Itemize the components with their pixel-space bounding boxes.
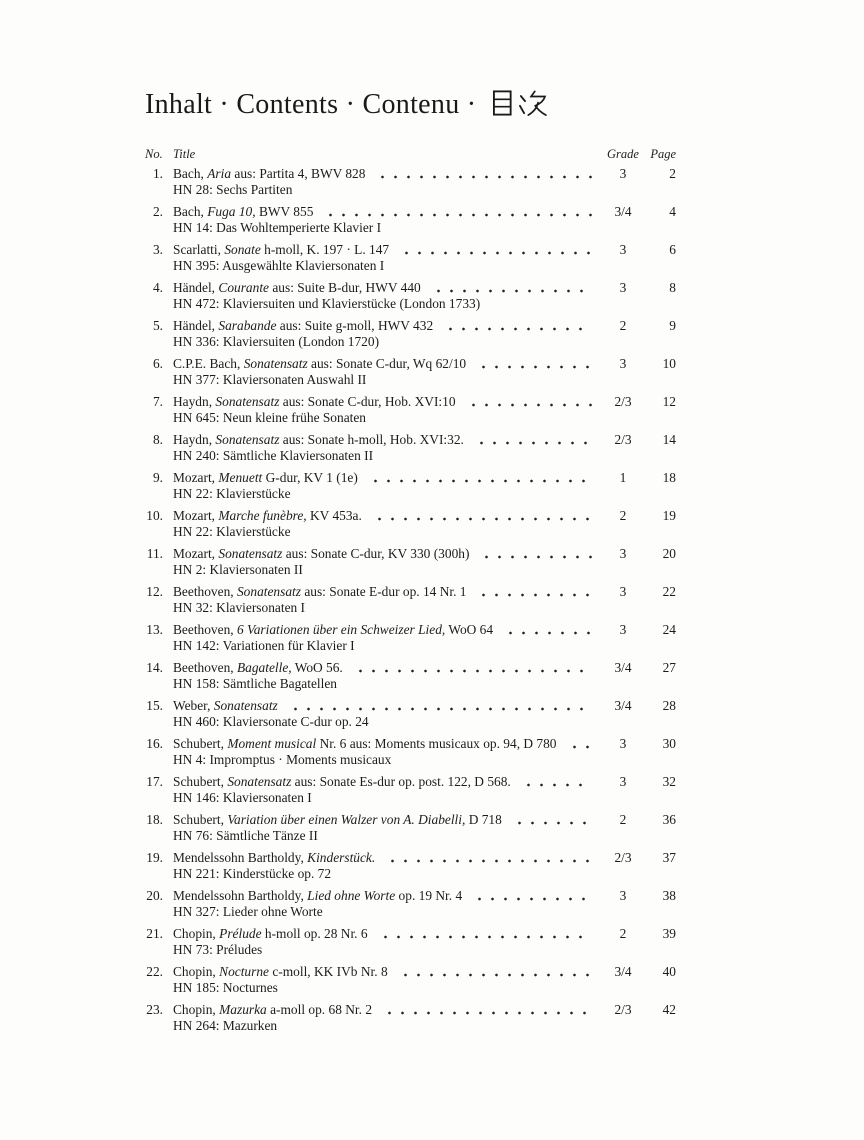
entry-title-rest: WoO 56. xyxy=(294,660,343,675)
grade-value: 3 xyxy=(619,166,627,181)
entry-title xyxy=(163,242,389,258)
toc-entry xyxy=(145,926,676,958)
page-number: 32 xyxy=(662,774,676,789)
entry-collection-line: HN 28: Sechs Partiten xyxy=(173,182,293,197)
toc-entry xyxy=(145,774,676,806)
dot-leader xyxy=(396,251,592,255)
dot-leader xyxy=(369,517,592,521)
grade-value: 2 xyxy=(619,318,627,333)
entry-composer: Chopin, xyxy=(173,926,216,941)
entry-title-rest: G-dur, KV 1 (1e) xyxy=(265,470,358,485)
entry-collection-line: HN 645: Neun kleine frühe Sonaten xyxy=(173,410,367,425)
entry-composer: Scarlatti, xyxy=(173,242,221,257)
entry-main-line xyxy=(145,698,676,714)
entry-composer: Weber, xyxy=(173,698,211,713)
entry-number: 4. xyxy=(152,280,163,295)
entry-main-line xyxy=(145,926,676,942)
entry-composer: Mendelssohn Bartholdy, xyxy=(173,850,304,865)
page-number: 20 xyxy=(662,546,676,561)
entry-collection-line: HN 14: Das Wohltemperierte Klavier I xyxy=(173,220,382,235)
entry-composer: Mozart, xyxy=(173,470,216,485)
entry-main-line xyxy=(145,166,676,182)
dot-leader xyxy=(469,897,592,901)
entry-main-line xyxy=(145,584,676,600)
entry-work-title: Sonatensatz xyxy=(215,432,280,447)
toc-entry xyxy=(145,622,676,654)
entry-number: 13. xyxy=(146,622,163,637)
entry-work-title: Bagatelle, xyxy=(236,660,292,675)
column-header-row xyxy=(145,147,676,161)
entry-main-line xyxy=(145,318,676,334)
entry-main-line xyxy=(145,888,676,904)
page-number: 19 xyxy=(662,508,676,523)
grade-value: 2/3 xyxy=(614,850,632,865)
entry-title xyxy=(163,1002,372,1018)
toc-entry xyxy=(145,888,676,920)
toc-list xyxy=(145,166,676,1034)
page-number: 27 xyxy=(662,660,676,675)
dot-leader xyxy=(440,327,592,331)
page-number: 40 xyxy=(662,964,676,979)
grade-value: 3 xyxy=(619,546,627,561)
entry-composer: Mozart, xyxy=(173,508,216,523)
toc-entry xyxy=(145,812,676,844)
grade-value: 3/4 xyxy=(614,964,632,979)
grade-value: 3 xyxy=(619,622,627,637)
entry-collection-line: HN 395: Ausgewählte Klaviersonaten I xyxy=(173,258,385,273)
column-header-title: Title xyxy=(173,147,196,161)
column-header-grade: Grade xyxy=(607,147,639,161)
toc-entry xyxy=(145,546,676,578)
entry-work-title: Marche funèbre, xyxy=(218,508,307,523)
dot-leader xyxy=(365,479,592,483)
entry-composer: Schubert, xyxy=(173,774,224,789)
grade-value: 3 xyxy=(619,356,627,371)
entry-main-line xyxy=(145,736,676,752)
entry-collection-line: HN 73: Préludes xyxy=(173,942,263,957)
entry-work-title: Sonatensatz xyxy=(213,698,278,713)
entry-work-title: Nocturne xyxy=(219,964,269,979)
entry-number: 7. xyxy=(152,394,163,409)
entry-composer: Chopin, xyxy=(173,964,216,979)
entry-collection-line: HN 22: Klavierstücke xyxy=(173,486,291,501)
entry-composer: Bach, xyxy=(173,204,204,219)
entry-main-line xyxy=(145,432,676,448)
toc-entry xyxy=(145,394,676,426)
entry-title-rest: Nr. 6 aus: Moments musicaux op. 94, D 780 xyxy=(319,736,557,751)
entry-title xyxy=(163,622,493,638)
entry-number: 11. xyxy=(146,546,163,561)
entry-main-line xyxy=(145,812,676,828)
entry-title xyxy=(163,660,343,676)
entry-number: 8. xyxy=(152,432,163,447)
entry-composer: Bach, xyxy=(173,166,204,181)
entry-main-line xyxy=(145,546,676,562)
entry-number: 14. xyxy=(146,660,163,675)
entry-number: 22. xyxy=(146,964,163,979)
entry-collection-line: HN 2: Klaviersonaten II xyxy=(173,562,303,577)
entry-title xyxy=(163,280,421,296)
entry-collection-line: HN 185: Nocturnes xyxy=(173,980,278,995)
entry-work-title: Sonatensatz xyxy=(218,546,283,561)
toc-entry xyxy=(145,432,676,464)
entry-number: 1. xyxy=(152,166,163,181)
page-number: 2 xyxy=(669,166,676,181)
entry-main-line xyxy=(145,774,676,790)
grade-value: 3 xyxy=(619,774,627,789)
entry-main-line xyxy=(145,394,676,410)
grade-value: 3/4 xyxy=(614,698,632,713)
entry-title-rest: aus: Suite B-dur, HWV 440 xyxy=(272,280,421,295)
dot-leader xyxy=(509,821,592,825)
entry-composer: Händel, xyxy=(173,280,216,295)
entry-work-title: Menuett xyxy=(218,470,263,485)
entry-main-line xyxy=(145,204,676,220)
page-number: 24 xyxy=(662,622,676,637)
entry-title xyxy=(163,508,362,524)
entry-collection-line: HN 264: Mazurken xyxy=(173,1018,278,1033)
entry-number: 18. xyxy=(146,812,163,827)
dot-leader xyxy=(473,365,592,369)
page-number: 6 xyxy=(669,242,676,257)
grade-value: 3 xyxy=(619,242,627,257)
dot-leader xyxy=(463,403,592,407)
entry-title xyxy=(163,812,502,828)
entry-work-title: Sonatensatz xyxy=(243,356,308,371)
entry-title xyxy=(163,774,511,790)
dot-leader xyxy=(379,1011,592,1015)
entry-number: 3. xyxy=(152,242,163,257)
grade-value: 2/3 xyxy=(614,394,632,409)
entry-title-rest: h-moll, K. 197 · L. 147 xyxy=(264,242,390,257)
toc-entry xyxy=(145,204,676,236)
dot-leader xyxy=(564,745,593,749)
entry-collection-line: HN 4: Impromptus · Moments musicaux xyxy=(173,752,392,767)
entry-main-line xyxy=(145,622,676,638)
entry-collection-line: HN 142: Variationen für Klavier I xyxy=(173,638,355,653)
entry-title-rest: aus: Sonate Es-dur op. post. 122, D 568. xyxy=(294,774,511,789)
entry-main-line xyxy=(145,1002,676,1018)
dot-leader xyxy=(375,935,592,939)
entry-title-rest: aus: Sonate C-dur, KV 330 (300h) xyxy=(285,546,470,561)
toc-entry xyxy=(145,964,676,996)
entry-title-rest: op. 19 Nr. 4 xyxy=(398,888,463,903)
grade-value: 2 xyxy=(619,508,627,523)
toc-entry xyxy=(145,166,676,198)
dot-leader xyxy=(320,213,592,217)
entry-title xyxy=(163,470,358,486)
entry-number: 10. xyxy=(146,508,163,523)
page-title-latin: Inhalt · Contents · Contenu · xyxy=(145,89,477,120)
entry-title-rest: c-moll, KK IVb Nr. 8 xyxy=(272,964,388,979)
toc-entry xyxy=(145,280,676,312)
entry-work-title: Sonatensatz xyxy=(236,584,301,599)
entry-title xyxy=(163,698,278,714)
entry-title-rest: aus: Suite g-moll, HWV 432 xyxy=(279,318,434,333)
entry-number: 5. xyxy=(152,318,163,333)
entry-title xyxy=(163,356,466,372)
page-number: 36 xyxy=(662,812,676,827)
entry-title xyxy=(163,318,433,334)
entry-main-line xyxy=(145,850,676,866)
grade-value: 2 xyxy=(619,812,627,827)
entry-number: 12. xyxy=(146,584,163,599)
page-number: 38 xyxy=(662,888,676,903)
entry-title xyxy=(163,926,368,942)
dot-leader xyxy=(372,175,592,179)
page-number: 8 xyxy=(669,280,676,295)
entry-main-line xyxy=(145,964,676,980)
entry-composer: Beethoven, xyxy=(173,584,234,599)
dot-leader xyxy=(285,707,592,711)
dot-leader xyxy=(476,555,592,559)
page-number: 18 xyxy=(662,470,676,485)
entry-collection-line: HN 460: Klaviersonate C-dur op. 24 xyxy=(173,714,369,729)
grade-value: 3/4 xyxy=(614,204,632,219)
toc-entry xyxy=(145,242,676,274)
entry-work-title: Moment musical xyxy=(227,736,317,751)
entry-composer: Schubert, xyxy=(173,812,224,827)
entry-title-rest: aus: Sonate C-dur, Hob. XVI:10 xyxy=(282,394,456,409)
page-number: 14 xyxy=(662,432,676,447)
dot-leader xyxy=(518,783,592,787)
entry-title-rest: BWV 855 xyxy=(258,204,314,219)
toc-entry xyxy=(145,318,676,350)
entry-collection-line: HN 146: Klaviersonaten I xyxy=(173,790,312,805)
entry-work-title: Sarabande xyxy=(218,318,277,333)
entry-main-line xyxy=(145,660,676,676)
entry-title xyxy=(163,736,557,752)
column-header-no: No. xyxy=(145,147,163,161)
grade-value: 3/4 xyxy=(614,660,632,675)
entry-work-title: Sonatensatz xyxy=(227,774,292,789)
toc-entry xyxy=(145,850,676,882)
entry-main-line xyxy=(145,280,676,296)
entry-composer: Chopin, xyxy=(173,1002,216,1017)
toc-entry xyxy=(145,470,676,502)
entry-number: 20. xyxy=(146,888,163,903)
entry-main-line xyxy=(145,508,676,524)
entry-composer: Haydn, xyxy=(173,394,213,409)
entry-main-line xyxy=(145,242,676,258)
entry-composer: Haydn, xyxy=(173,432,213,447)
entry-work-title: Lied ohne Worte xyxy=(307,888,396,903)
mokuji-cjk-glyphs-icon xyxy=(490,90,548,116)
entry-title-rest: KV 453a. xyxy=(310,508,362,523)
entry-title-rest: aus: Sonate C-dur, Wq 62/10 xyxy=(311,356,467,371)
entry-work-title: Mazurka xyxy=(219,1002,267,1017)
entry-work-title: Variation über einen Walzer von A. Diabelli, xyxy=(227,812,466,827)
toc-entry xyxy=(145,736,676,768)
entry-title xyxy=(163,584,466,600)
page-number: 42 xyxy=(662,1002,676,1017)
entry-collection-line: HN 158: Sämtliche Bagatellen xyxy=(173,676,337,691)
toc-entry xyxy=(145,508,676,540)
entry-number: 16. xyxy=(146,736,163,751)
entry-collection-line: HN 32: Klaviersonaten I xyxy=(173,600,306,615)
entry-work-title: Aria xyxy=(207,166,232,181)
entry-number: 19. xyxy=(146,850,163,865)
entry-title xyxy=(163,964,388,980)
toc-entry xyxy=(145,698,676,730)
entry-work-title: Sonate xyxy=(224,242,261,257)
entry-composer: Beethoven, xyxy=(173,660,234,675)
entry-work-title: 6 Variationen über ein Schweizer Lied, xyxy=(236,622,446,637)
toc-entry xyxy=(145,356,676,388)
entry-title xyxy=(163,850,375,866)
entry-number: 21. xyxy=(146,926,163,941)
grade-value: 2 xyxy=(619,926,627,941)
entry-title-rest: WoO 64 xyxy=(448,622,494,637)
entry-collection-line: HN 240: Sämtliche Klaviersonaten II xyxy=(173,448,374,463)
entry-number: 2. xyxy=(152,204,163,219)
entry-title xyxy=(163,204,313,220)
dot-leader xyxy=(350,669,592,673)
page-title xyxy=(145,90,676,120)
entry-work-title: Sonatensatz xyxy=(215,394,280,409)
entry-main-line xyxy=(145,356,676,372)
grade-value: 3 xyxy=(619,280,627,295)
entry-title xyxy=(163,166,365,182)
entry-composer: Schubert, xyxy=(173,736,224,751)
entry-composer: Mozart, xyxy=(173,546,216,561)
toc-entry xyxy=(145,660,676,692)
entry-number: 9. xyxy=(152,470,163,485)
entry-composer: Händel, xyxy=(173,318,216,333)
page-number: 22 xyxy=(662,584,676,599)
entry-title-rest: D 718 xyxy=(468,812,502,827)
entry-collection-line: HN 336: Klaviersuiten (London 1720) xyxy=(173,334,380,349)
entry-title xyxy=(163,546,469,562)
entry-title-rest: aus: Sonate h-moll, Hob. XVI:32. xyxy=(282,432,464,447)
entry-collection-line: HN 22: Klavierstücke xyxy=(173,524,291,539)
entry-title xyxy=(163,888,462,904)
entry-title-rest: aus: Sonate E-dur op. 14 Nr. 1 xyxy=(304,584,467,599)
entry-composer: Beethoven, xyxy=(173,622,234,637)
page-number: 30 xyxy=(662,736,676,751)
entry-title-rest: a-moll op. 68 Nr. 2 xyxy=(270,1002,373,1017)
dot-leader xyxy=(473,593,592,597)
entry-number: 15. xyxy=(146,698,163,713)
entry-composer: C.P.E. Bach, xyxy=(173,356,241,371)
entry-collection-line: HN 327: Lieder ohne Worte xyxy=(173,904,323,919)
entry-composer: Mendelssohn Bartholdy, xyxy=(173,888,304,903)
page-number: 12 xyxy=(662,394,676,409)
grade-value: 3 xyxy=(619,888,627,903)
page-number: 10 xyxy=(662,356,676,371)
entry-number: 23. xyxy=(146,1002,163,1017)
entry-collection-line: HN 377: Klaviersonaten Auswahl II xyxy=(173,372,367,387)
entry-work-title: Courante xyxy=(218,280,269,295)
column-header-page: Page xyxy=(650,147,676,161)
entry-collection-line: HN 472: Klaviersuiten und Klavierstücke (London 1733) xyxy=(173,296,481,311)
toc-page xyxy=(145,90,676,1040)
entry-collection-line: HN 221: Kinderstücke op. 72 xyxy=(173,866,332,881)
grade-value: 3 xyxy=(619,736,627,751)
toc-entry xyxy=(145,1002,676,1034)
page-number: 37 xyxy=(662,850,676,865)
toc-entry xyxy=(145,584,676,616)
page-number: 39 xyxy=(662,926,676,941)
entry-work-title: Kinderstück. xyxy=(307,850,376,865)
dot-leader xyxy=(382,859,592,863)
page-number: 28 xyxy=(662,698,676,713)
entry-main-line xyxy=(145,470,676,486)
entry-title xyxy=(163,432,464,448)
entry-title-rest: aus: Partita 4, BWV 828 xyxy=(234,166,366,181)
entry-number: 17. xyxy=(146,774,163,789)
page-number: 4 xyxy=(669,204,676,219)
dot-leader xyxy=(395,973,592,977)
grade-value: 2/3 xyxy=(614,1002,632,1017)
entry-title-rest: h-moll op. 28 Nr. 6 xyxy=(264,926,368,941)
grade-value: 3 xyxy=(619,584,627,599)
page-number: 9 xyxy=(669,318,676,333)
grade-value: 1 xyxy=(619,470,627,485)
entry-work-title: Prélude xyxy=(219,926,262,941)
entry-work-title: Fuga 10, xyxy=(207,204,256,219)
entry-number: 6. xyxy=(152,356,163,371)
dot-leader xyxy=(500,631,592,635)
dot-leader xyxy=(471,441,592,445)
dot-leader xyxy=(428,289,592,293)
entry-title xyxy=(163,394,456,410)
grade-value: 2/3 xyxy=(614,432,632,447)
entry-collection-line: HN 76: Sämtliche Tänze II xyxy=(173,828,318,843)
